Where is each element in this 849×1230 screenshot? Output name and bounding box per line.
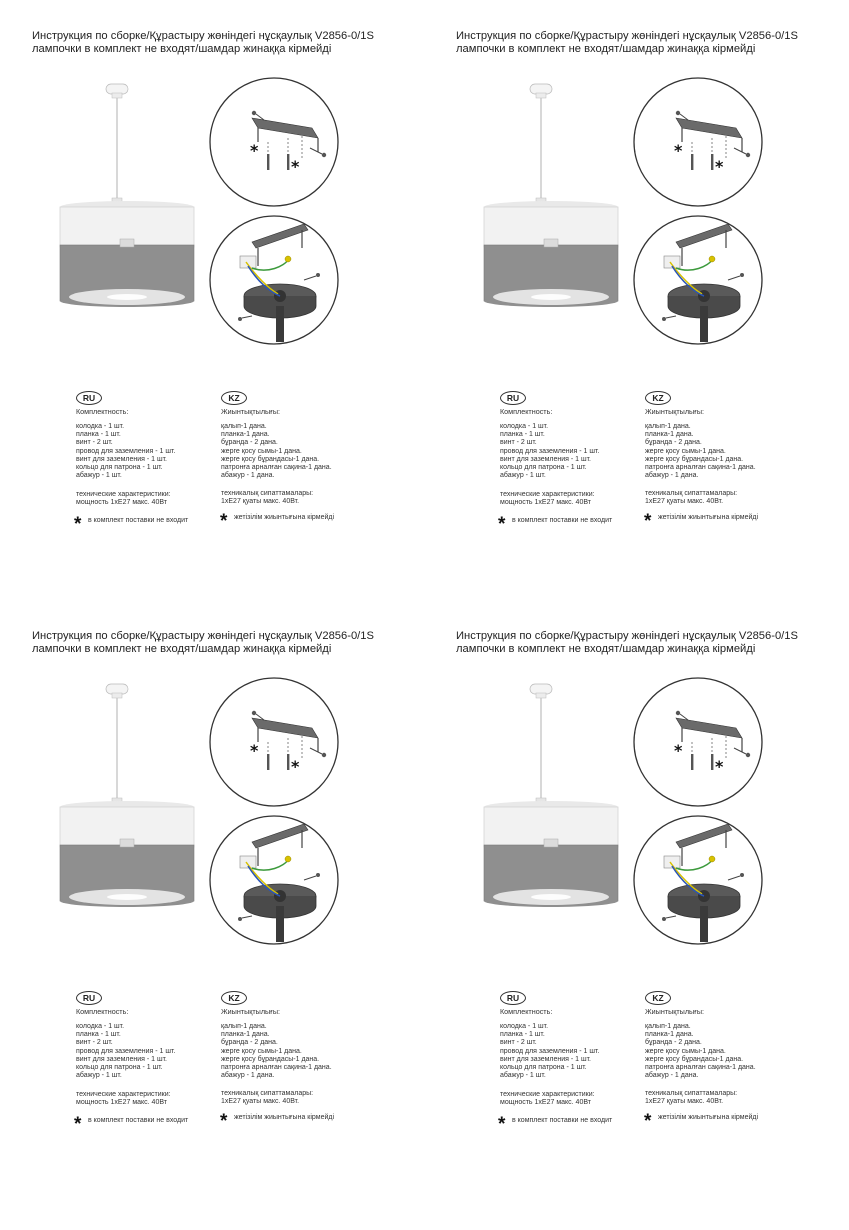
kz-spec-heading: техникалық сипаттамалары:	[645, 1090, 738, 1097]
kz-list-item: бұранда - 2 дана.	[645, 439, 702, 447]
kz-list-item: патронға арналған сақина-1 дана.	[645, 464, 756, 472]
ru-spec-value: мощность 1хЕ27 макс. 40Вт	[500, 499, 591, 507]
ru-spec	[500, 1091, 595, 1107]
ru-list-item: планка - 1 шт.	[76, 1031, 121, 1039]
kz-note: жетізілім жиынтығына кірмейді	[234, 1114, 335, 1121]
ru-spec-value: мощность 1хЕ27 макс. 40Вт	[76, 499, 167, 507]
wiring-detail-drawing	[210, 216, 338, 344]
ru-list-item: планка - 1 шт.	[500, 431, 545, 439]
title-line-2: лампочки в комплект не входят/шамдар жинаққа кірмейді	[456, 43, 756, 55]
pendant-lamp-drawing	[60, 84, 194, 307]
ru-list-item: колодка - 1 шт.	[76, 1023, 125, 1030]
ru-list-item: винт для заземления - 1 шт.	[500, 455, 592, 463]
wiring-detail-drawing	[634, 816, 762, 944]
ru-spec	[500, 491, 595, 507]
kz-spec	[221, 490, 313, 506]
ru-list-item: абажур - 1 шт.	[500, 472, 546, 480]
ru-items-list	[76, 1023, 175, 1080]
asterisk-mark-1: *	[250, 141, 259, 160]
kz-list-item: планка-1 дана.	[645, 431, 694, 439]
kz-list-item: қалып-1 дана.	[221, 1023, 267, 1030]
bracket-detail-drawing	[210, 78, 338, 206]
ru-list-item: кольцо для патрона - 1 шт.	[500, 1064, 587, 1072]
asterisk-icon: *	[220, 1111, 228, 1132]
kz-list-item: жерге қосу бұрандасы-1 дана.	[645, 455, 744, 463]
kz-heading: Жиынтықтылығы:	[221, 407, 280, 416]
asterisk-icon: *	[498, 1114, 506, 1135]
kz-list-item: жерге қосу сымы-1 дана.	[645, 447, 726, 455]
bracket-detail-drawing	[634, 678, 762, 806]
ru-list-item: колодка - 1 шт.	[76, 423, 125, 430]
ru-list-item: винт - 2 шт.	[76, 1039, 113, 1047]
ru-list-item: кольцо для патрона - 1 шт.	[500, 464, 587, 472]
pendant-lamp-drawing	[484, 684, 618, 907]
asterisk-icon: *	[74, 1114, 82, 1135]
ru-list-item: винт для заземления - 1 шт.	[500, 1055, 592, 1063]
ru-spec-heading: технические характеристики:	[76, 491, 171, 498]
kz-list-item: жерге қосу бұрандасы-1 дана.	[221, 455, 320, 463]
ru-heading: Комплектность:	[76, 1007, 129, 1016]
ru-list-item: винт - 2 шт.	[76, 439, 113, 447]
ru-items-list	[500, 423, 599, 480]
ru-list-item: винт для заземления - 1 шт.	[76, 1055, 168, 1063]
asterisk-mark-1: *	[674, 141, 683, 160]
asterisk-icon: *	[220, 511, 228, 532]
ru-list-item: планка - 1 шт.	[500, 1031, 545, 1039]
ru-badge: RU	[76, 391, 102, 405]
asterisk-mark-2: *	[715, 757, 724, 776]
title-line-1: Инструкция по сборке/Құрастыру жөніндегі нұсқаулық V2856-0/1S	[32, 30, 374, 42]
kz-list-item: қалып-1 дана.	[645, 1023, 691, 1030]
kz-spec-value: 1хЕ27 қуаты макс. 40Вт.	[221, 498, 300, 506]
instruction-panel	[456, 630, 849, 1230]
title-line-1: Инструкция по сборке/Құрастыру жөніндегі нұсқаулық V2856-0/1S	[456, 630, 798, 642]
kz-list-item: патронға арналған сақина-1 дана.	[221, 464, 332, 472]
ru-list-item: абажур - 1 шт.	[76, 1072, 122, 1080]
ru-list-item: колодка - 1 шт.	[500, 1023, 549, 1030]
ru-heading: Комплектность:	[500, 407, 553, 416]
ru-badge: RU	[500, 991, 526, 1005]
kz-list-item: патронға арналған сақина-1 дана.	[221, 1064, 332, 1072]
title-line-2: лампочки в комплект не входят/шамдар жинаққа кірмейді	[32, 43, 332, 55]
ru-heading: Комплектность:	[500, 1007, 553, 1016]
kz-note: жетізілім жиынтығына кірмейді	[234, 514, 335, 521]
kz-badge: KZ	[645, 391, 671, 405]
kz-badge: KZ	[221, 391, 247, 405]
kz-spec-heading: техникалық сипаттамалары:	[645, 490, 738, 497]
asterisk-mark-2: *	[291, 157, 300, 176]
kz-heading: Жиынтықтылығы:	[645, 1007, 704, 1016]
asterisk-mark-1: *	[674, 741, 683, 760]
ru-spec-value: мощность 1хЕ27 макс. 40Вт	[76, 1099, 167, 1107]
pendant-lamp-drawing	[60, 684, 194, 907]
kz-list-item: планка-1 дана.	[221, 431, 270, 439]
kz-heading: Жиынтықтылығы:	[645, 407, 704, 416]
title-line-1: Инструкция по сборке/Құрастыру жөніндегі нұсқаулық V2856-0/1S	[32, 630, 374, 642]
ru-spec-heading: технические характеристики:	[76, 1091, 171, 1098]
ru-spec-heading: технические характеристики:	[500, 491, 595, 498]
kz-list-item: абажур - 1 дана.	[645, 472, 699, 480]
kz-list-item: жерге қосу сымы-1 дана.	[221, 1047, 302, 1055]
kz-items-list	[645, 1023, 756, 1080]
ru-items-list	[76, 423, 175, 480]
ru-list-item: кольцо для патрона - 1 шт.	[76, 1064, 163, 1072]
kz-spec-value: 1хЕ27 қуаты макс. 40Вт.	[645, 498, 724, 506]
ru-items-list	[500, 1023, 599, 1080]
kz-badge: KZ	[221, 991, 247, 1005]
ru-heading: Комплектность:	[76, 407, 129, 416]
instruction-panel	[456, 30, 849, 630]
kz-note: жетізілім жиынтығына кірмейді	[658, 1114, 759, 1121]
ru-list-item: кольцо для патрона - 1 шт.	[76, 464, 163, 472]
kz-spec-value: 1хЕ27 қуаты макс. 40Вт.	[645, 1098, 724, 1106]
ru-badge: RU	[76, 991, 102, 1005]
instruction-panel	[32, 30, 456, 630]
ru-note: в комплект поставки не входит	[512, 517, 613, 524]
title-line-1: Инструкция по сборке/Құрастыру жөніндегі нұсқаулық V2856-0/1S	[456, 30, 798, 42]
ru-spec-value: мощность 1хЕ27 макс. 40Вт	[500, 1099, 591, 1107]
kz-list-item: бұранда - 2 дана.	[221, 1039, 278, 1047]
ru-note: в комплект поставки не входит	[512, 1117, 613, 1124]
ru-list-item: абажур - 1 шт.	[76, 472, 122, 480]
kz-spec	[645, 1090, 737, 1106]
ru-list-item: провод для заземления - 1 шт.	[500, 447, 600, 455]
ru-list-item: провод для заземления - 1 шт.	[76, 447, 176, 455]
kz-list-item: қалып-1 дана.	[221, 423, 267, 430]
kz-items-list	[645, 423, 756, 480]
kz-list-item: қалып-1 дана.	[645, 423, 691, 430]
instruction-panel	[32, 630, 456, 1230]
kz-list-item: бұранда - 2 дана.	[645, 1039, 702, 1047]
kz-spec-value: 1хЕ27 қуаты макс. 40Вт.	[221, 1098, 300, 1106]
ru-list-item: провод для заземления - 1 шт.	[500, 1047, 600, 1055]
ru-list-item: провод для заземления - 1 шт.	[76, 1047, 176, 1055]
kz-list-item: абажур - 1 дана.	[221, 472, 275, 480]
wiring-detail-drawing	[210, 816, 338, 944]
kz-list-item: планка-1 дана.	[645, 1031, 694, 1039]
kz-items-list	[221, 1023, 332, 1080]
kz-list-item: планка-1 дана.	[221, 1031, 270, 1039]
pendant-lamp-drawing	[484, 84, 618, 307]
asterisk-mark-2: *	[715, 157, 724, 176]
kz-list-item: жерге қосу бұрандасы-1 дана.	[645, 1055, 744, 1063]
kz-spec-heading: техникалық сипаттамалары:	[221, 490, 314, 497]
kz-note: жетізілім жиынтығына кірмейді	[658, 514, 759, 521]
ru-badge: RU	[500, 391, 526, 405]
ru-note: в комплект поставки не входит	[88, 1117, 189, 1124]
kz-spec	[645, 490, 737, 506]
kz-list-item: патронға арналған сақина-1 дана.	[645, 1064, 756, 1072]
title-line-2: лампочки в комплект не входят/шамдар жинаққа кірмейді	[456, 643, 756, 655]
kz-items-list	[221, 423, 332, 480]
ru-list-item: винт - 2 шт.	[500, 1039, 537, 1047]
kz-spec-heading: техникалық сипаттамалары:	[221, 1090, 314, 1097]
wiring-detail-drawing	[634, 216, 762, 344]
ru-spec	[76, 491, 171, 507]
kz-badge: KZ	[645, 991, 671, 1005]
ru-note: в комплект поставки не входит	[88, 517, 189, 524]
kz-list-item: абажур - 1 дана.	[645, 1072, 699, 1080]
kz-list-item: жерге қосу бұрандасы-1 дана.	[221, 1055, 320, 1063]
kz-list-item: бұранда - 2 дана.	[221, 439, 278, 447]
kz-heading: Жиынтықтылығы:	[221, 1007, 280, 1016]
bracket-detail-drawing	[210, 678, 338, 806]
kz-list-item: абажур - 1 дана.	[221, 1072, 275, 1080]
asterisk-mark-2: *	[291, 757, 300, 776]
asterisk-icon: *	[644, 511, 652, 532]
ru-list-item: винт - 2 шт.	[500, 439, 537, 447]
kz-spec	[221, 1090, 313, 1106]
kz-list-item: жерге қосу сымы-1 дана.	[221, 447, 302, 455]
ru-spec	[76, 1091, 171, 1107]
ru-list-item: колодка - 1 шт.	[500, 423, 549, 430]
asterisk-icon: *	[74, 514, 82, 535]
ru-list-item: планка - 1 шт.	[76, 431, 121, 439]
ru-list-item: абажур - 1 шт.	[500, 1072, 546, 1080]
bracket-detail-drawing	[634, 78, 762, 206]
asterisk-icon: *	[644, 1111, 652, 1132]
asterisk-icon: *	[498, 514, 506, 535]
asterisk-mark-1: *	[250, 741, 259, 760]
title-line-2: лампочки в комплект не входят/шамдар жинаққа кірмейді	[32, 643, 332, 655]
ru-spec-heading: технические характеристики:	[500, 1091, 595, 1098]
kz-list-item: жерге қосу сымы-1 дана.	[645, 1047, 726, 1055]
ru-list-item: винт для заземления - 1 шт.	[76, 455, 168, 463]
